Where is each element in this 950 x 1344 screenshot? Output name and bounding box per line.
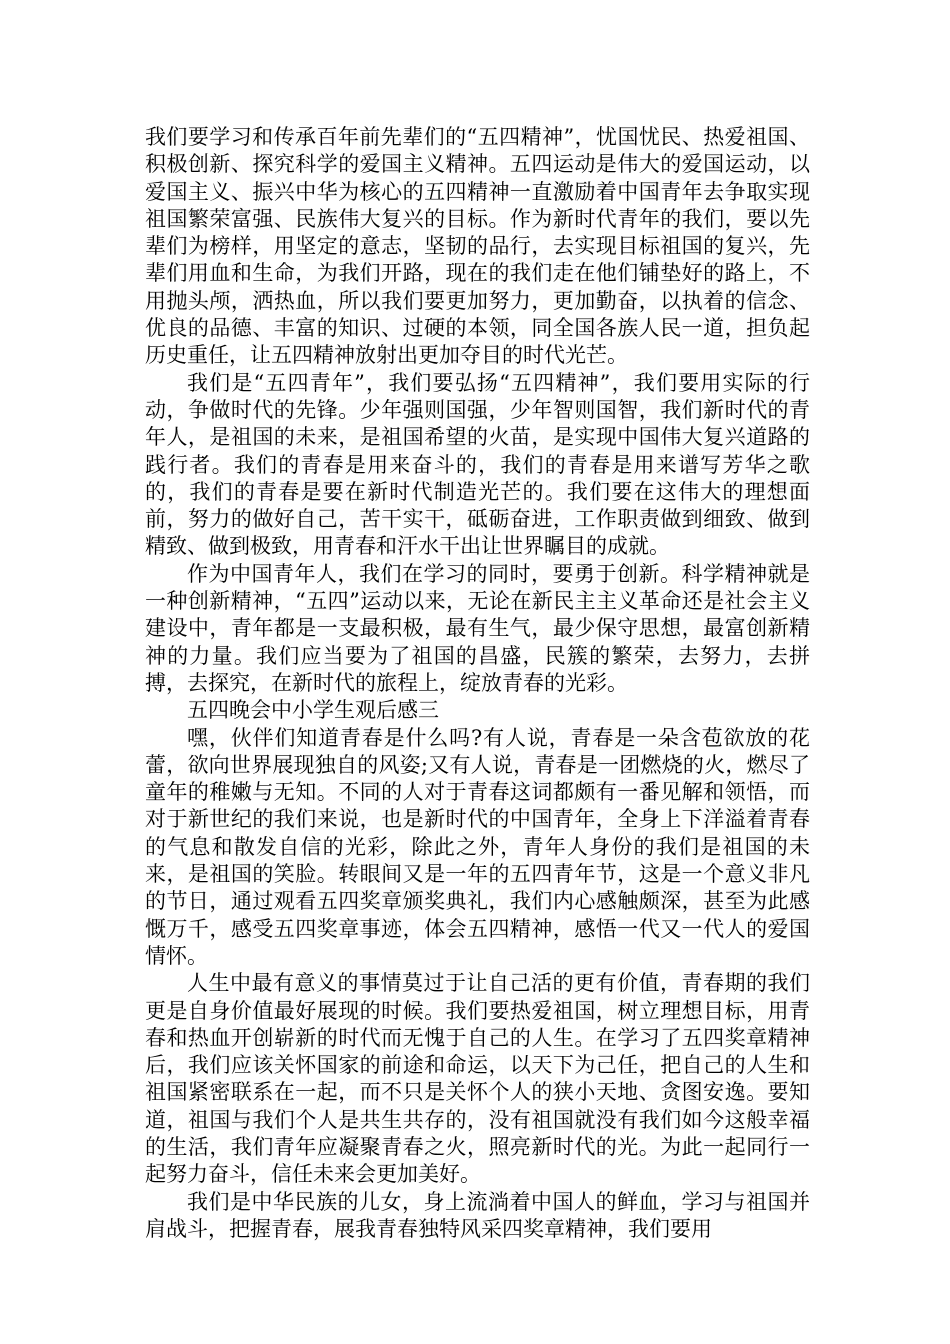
paragraph-chinese-nation: 我们是中华民族的儿女，身上流淌着中国人的鲜血，学习与祖国并肩战斗，把握青春，展我青春独特风采四奖章精神，我们要用 bbox=[145, 1189, 810, 1241]
section-heading: 五四晚会中小学生观后感三 bbox=[187, 698, 439, 723]
paragraph-innovation: 作为中国青年人，我们在学习的同时，要勇于创新。科学精神就是一种创新精神，“五四”运动以来，无论在新民主主义革命还是社会主义建设中，青年都是一支最积极，最有生气，最少保守思想，最富创新精神的力量。我们应当要为了祖国的昌盛，民簇的繁荣，去努力，去拼搏，去探究，在新时代的旅程上，绽放青春的光彩。 bbox=[145, 561, 810, 695]
paragraph-intro: 我们要学习和传承百年前先辈们的“五四精神”，忧国忧民、热爱祖国、积极创新、探究科学的爱国主义精神。五四运动是伟大的爱国运动，以爱国主义、振兴中华为核心的五四精神一直激励着中国青年去争取实现祖国繁荣富强、民族伟大复兴的目标。作为新时代青年的我们，要以先辈们为榜样，用坚定的意志，坚韧的品行，去实现目标祖国的复兴，先辈们用血和生命，为我们开路，现在的我们走在他们铺垫好的路上，不用抛头颅，洒热血，所以我们要更加努力，更加勤奋，以执着的信念、优良的品德、丰富的知识、过硬的本领，同全国各族人民一道，担负起历史重任，让五四精神放射出更加夺目的时代光芒。 bbox=[145, 125, 810, 368]
paragraph-wusi-youth: 我们是“五四青年”，我们要弘扬“五四精神”，我们要用实际的行动，争做时代的先锋。少年强则国强，少年智则国智，我们新时代的青年人，是祖国的未来，是祖国希望的火苗，是实现中国伟大复兴道路的践行者。我们的青春是用来奋斗的，我们的青春是用来谱写芳华之歌的，我们的青春是要在新时代制造光芒的。我们要在这伟大的理想面前，努力的做好自己，苦干实干，砥砺奋进，工作职责做到细致、做到精致、做到极致，用青春和汗水干出让世界瞩目的成就。 bbox=[145, 370, 810, 559]
document-page bbox=[145, 124, 810, 1243]
paragraph-life-meaning: 人生中最有意义的事情莫过于让自己活的更有价值，青春期的我们更是自身价值最好展现的时候。我们要热爱祖国，树立理想目标，用青春和热血开创崭新的时代而无愧于自己的人生。在学习了五四奖章精神后，我们应该关怀国家的前途和命运，以天下为己任，把自己的人生和祖国紧密联系在一起，而不只是关怀个人的狭小天地、贪图安逸。要知道，祖国与我们个人是共生共存的，没有祖国就没有我们如今这般幸福的生活，我们青年应凝聚青春之火，照亮新时代的光。为此一起同行一起努力奋斗，信任未来会更加美好。 bbox=[145, 971, 810, 1187]
paragraph-what-is-youth: 嘿，伙伴们知道青春是什么吗?有人说，青春是一朵含苞欲放的花蕾，欲向世界展现独自的风姿;又有人说，青春是一团燃烧的火，燃尽了童年的稚嫩与无知。不同的人对于青春这词都颇有一番见解和领悟，而对于新世纪的我们来说，也是新时代的中国青年，全身上下洋溢着青春的气息和散发自信的光彩，除此之外，青年人身份的我们是祖国的未来，是祖国的笑脸。转眼间又是一年的五四青年节，这是一个意义非凡的节日，通过观看五四奖章颁奖典礼，我们内心感触颇深，甚至为此感慨万千，感受五四奖章事迹，体会五四精神，感悟一代又一代人的爱国情怀。 bbox=[145, 725, 810, 968]
